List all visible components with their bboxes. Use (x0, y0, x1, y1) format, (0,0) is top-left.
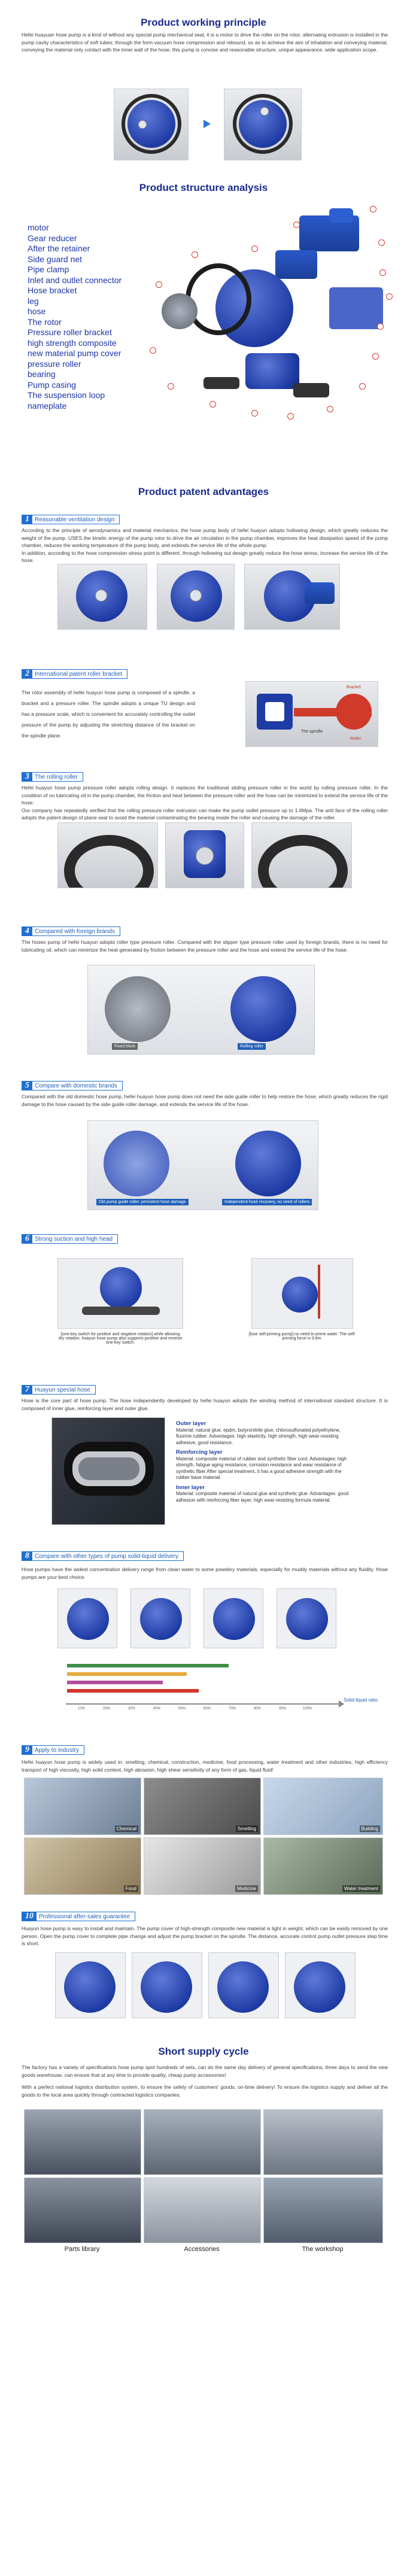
section-label: Compare with domestic brands (35, 1082, 117, 1089)
s3-text: Hefei huayun hose pump pressure roller adopts rolling design. It replaces the traditional sliding pressure roller in the world by rolling pressure roller. In the condition of no lubricating oil in the pump chamber, the friction and heat between the pressure roller and the hose can be minimized to extend the service life of the hose. Our company has repeatedly verified that the rolling pressure roller extrusion can make the pump outlet pressure up to 1.6Mpa. The anti face of the rolling roller adopts the patent design of plane seal to avoid the material contaminating the bearing inside the roller and causing the damage of the roller. (22, 785, 388, 821)
inner-layer-title: Inner layer (176, 1484, 205, 1491)
tick-label: 30% (128, 1707, 136, 1711)
s8-text: Hose pumps have the widest concentration delivery range from clean water to some powdery materials, especially for muddy materials without any fluidity. Hose pumps are your best choice. (22, 1566, 388, 1580)
tick-label: 100% (303, 1707, 312, 1711)
section-number: 2 (22, 670, 32, 678)
tick-label: 80% (254, 1707, 262, 1711)
section-head-9 (22, 1745, 84, 1755)
section-number: 7 (22, 1386, 32, 1394)
s7-text: Hose is the core part of hose pump. The hose independently developed by hefei huayun adopts the winding method of international standard structure. It is composed of inner glue, reinforcing layer and outer glue. (22, 1398, 388, 1411)
caption-workshop: The workshop (302, 2246, 344, 2253)
legend-item: Inlet and outlet connector (28, 275, 122, 285)
industry-tile-food (24, 1837, 141, 1895)
s1-image-left (57, 564, 147, 630)
s10-image-1 (55, 1952, 126, 2018)
caption-independent: Independent hose recovery, no need of rollers (222, 1199, 312, 1205)
legend-item: new material pump cover (28, 348, 122, 358)
reinforcing-layer-text: Material: composite material of rubber and synthetic fiber cord. Advantages: high strength, fatigue aging resistance, corrosion resistance and wear resistance of synthetic fiber After special treatment, it has a good adhesive strength with the rubber base material. (176, 1456, 347, 1480)
legend-item: Hose bracket (28, 285, 77, 295)
ratio-chart (66, 1661, 378, 1727)
legend-item: bearing (28, 369, 56, 379)
legend-item: The suspension loop (28, 390, 105, 400)
label-bracket: Bracket (347, 685, 361, 689)
s2-text: The rotor assembly of hefei huayun hose pump is composed of a spindle, a bracket and a pressure roller. The spindle adopts a unique TU design and has a pressure scale, which is convenient for accurately controlling the outlet pressure of the pump by adjusting the stretching distance of the bracket on the spindle plane. (22, 689, 195, 739)
s1-text: According to the principle of aerodynamics and material mechanics, the hose pump body of hefei huayun adopts hollowing design, which greatly reduces the weight of the pump. USES the kinetic energy of the pump rotor to drive the air circulation in the pump chamber, improves the heat dissipation speed of the pump chamber, reduces the working temperature of the pump body, and extends the service life of the whole pump. In addition, according to the hose compression stress point is different, through hollowing out design greatly reduce the hose stress, increase the service life of the hose. (22, 527, 388, 563)
industry-tile-building (263, 1778, 383, 1835)
section-number: 4 (22, 927, 32, 935)
arrow-right-icon (204, 120, 211, 128)
s8-pump-4 (277, 1588, 336, 1648)
s6-caption-left: [one-key switch for positive and negative rotation] while allowing dry rotation, huayun hose pump also supports positive and reverse one-key switch. (58, 1332, 183, 1345)
industry-tile-chemical (24, 1778, 141, 1835)
s10-image-3 (208, 1952, 279, 2018)
tick-label: 60% (204, 1707, 211, 1711)
industry-tile-smelting (144, 1778, 261, 1835)
tick-label: 20% (103, 1707, 111, 1711)
tile-caption: Food (124, 1885, 138, 1892)
legend-item: high strength composite (28, 338, 117, 348)
legend-item: Pump casing (28, 379, 76, 390)
tile-caption: Chemical (115, 1825, 138, 1832)
legend-item: Pressure roller bracket (28, 327, 112, 337)
s8-pump-2 (130, 1588, 190, 1648)
section-head-1 (22, 515, 120, 524)
section-label: Strong suction and high head (35, 1235, 113, 1243)
inner-layer-text: Material: composite material of natural glue and synthetic glue. Advantages: good adhesion with reinforcing fiber layer, high wear-resisting formula material. (176, 1491, 349, 1503)
supply-image-5 (144, 2177, 261, 2243)
s7-hose-image (51, 1417, 165, 1525)
legend-item: Side guard net (28, 254, 83, 264)
s4-image (87, 965, 315, 1055)
tick-label: 50% (178, 1707, 186, 1711)
tick-label: 90% (279, 1707, 287, 1711)
s2-image (245, 681, 378, 747)
principle-image-right (224, 89, 302, 160)
section-head-4 (22, 926, 120, 936)
ratio-axis (66, 1703, 341, 1705)
section-head-2 (22, 669, 127, 679)
bar-screw-pump (67, 1672, 187, 1676)
section-number: 5 (22, 1082, 32, 1090)
supply-text: The factory has a variety of specifications hose pump spot hundreds of sets, can do the same day delivery of general specifications, three days to send the new goods warehouse, can ensure that at any time to provide quality, cheap pump accessories! With a perfect national logistics distribution system, to ensure the safety of customers' goods, on-time delivery! To ensure the logistics supply and deliver all the goods to the local area quickly through contracted logistics companies. (22, 2064, 388, 2098)
caption-old-pump: Old pump guide roller: persistent hose damage (96, 1199, 189, 1205)
supply-image-2 (144, 2109, 261, 2175)
tile-caption: Medicine (235, 1885, 258, 1892)
section-label: The rolling roller (35, 773, 78, 780)
bar-hose-pump (67, 1664, 229, 1667)
s8-pump-1 (57, 1588, 117, 1648)
reinforcing-layer-title: Reinforcing layer (176, 1449, 223, 1456)
s10-text: Huayun hose pump is easy to install and maintain. The pump cover of high-strength composite new material is light in weight, which can be easily removed by one person. Open the pump cover to complete pipe change and adjust the pump bracket on the spindle. The distance, accurate control pump outlet pressure step time is short. (22, 1925, 388, 1946)
supply-image-3 (263, 2109, 383, 2175)
section-number: 3 (22, 773, 32, 781)
tile-caption: Smelting (236, 1825, 258, 1832)
caption-rolling-roller: Rolling roller (238, 1043, 266, 1050)
s5-text: Compared with the old domestic hose pump, hefei huayun hose pump does not need the side guide roller to help restore the hose, which greatly reduces the rigid damage to the hose caused by the side guide roller damage, and extends the service life of the hose. (22, 1093, 388, 1107)
section-head-6 (22, 1234, 118, 1244)
exploded-view (150, 203, 401, 431)
label-roller: Roller (350, 737, 362, 741)
supply-title: Short supply cycle (158, 2046, 249, 2057)
legend-item: Gear reducer (28, 233, 77, 243)
tile-caption: Water treatment (342, 1885, 380, 1892)
legend-item: motor (28, 223, 49, 232)
s7-layers (176, 1421, 356, 1503)
caption-accessories: Accessories (184, 2246, 220, 2253)
legend-item: After the retainer (28, 244, 90, 253)
bar-centrifugal-pump (67, 1681, 163, 1684)
tile-caption: Building (360, 1825, 380, 1832)
s3-image-right (251, 822, 352, 888)
s10-image-4 (285, 1952, 356, 2018)
section-label: Huayun special hose (35, 1386, 90, 1393)
section-label: International patent roller bracket (35, 670, 123, 678)
legend-item: nameplate (28, 400, 67, 411)
section-number: 9 (22, 1746, 32, 1754)
tick-label: 40% (153, 1707, 161, 1711)
supply-image-4 (24, 2177, 141, 2243)
structure-title: Product structure analysis (139, 182, 268, 193)
industry-tile-water (263, 1837, 383, 1895)
structure-legend (28, 223, 122, 411)
industry-tile-medicine (144, 1837, 261, 1895)
legend-item: pressure roller (28, 359, 81, 369)
legend-item: hose (28, 306, 46, 316)
supply-image-1 (24, 2109, 141, 2175)
bar-diaphragm-pump (67, 1689, 199, 1693)
tick-label: 70% (229, 1707, 236, 1711)
section-head-8 (22, 1551, 184, 1561)
s6-caption-right: [lose self-priming pump] no need to prime water. The self-priming force is 9.8m. (248, 1332, 356, 1341)
principle-text: Hefei huayuan hose pump is a kind of without any special pump mechanical seal, it is a motor to drive the roller on the rotor, alternating extrusion is installed in the pump cavity characteristics of soft tubes; through the form vacuum hose compression and rebound, so as to achieve the aim of inhalation and conveying material, conveying the material only contact with the inner wall of the hose, this pump is concise and reasonable structure, unique appearance, wide application scope. (22, 32, 388, 53)
s4-text: The hoses pump of hefei huayun adopts roller type pressure roller. Compared with the slipper type pressure roller used by foreign brands, there is no need for lubricating oil, which can minimize the heat generated by friction between the pressure roller and the hose and extend the service life of the hose. (22, 939, 388, 953)
section-number: 8 (22, 1552, 32, 1560)
patent-title: Product patent advantages (138, 486, 269, 497)
principle-title: Product working principle (141, 17, 266, 28)
section-label: Apply to industry (35, 1746, 79, 1754)
s9-text: Hefei huayun hose pump is widely used in: smelting, chemical, construction, medicine, food processing, water treatment and other industries, high efficiency transport of high viscosity, high solid content, high abrasion, high shear sensitivity of any form of gas, liquid fluid! (22, 1759, 388, 1773)
label-spindle: The spindle (301, 730, 323, 734)
outer-layer-title: Outer layer (176, 1420, 206, 1427)
s6-image-left (57, 1258, 183, 1329)
legend-item: The rotor (28, 317, 62, 327)
section-head-5 (22, 1081, 123, 1090)
axis-label: Solid-liquid ratio (344, 1697, 378, 1703)
s8-pump-3 (204, 1588, 263, 1648)
caption-fixed-block: Fixed block (112, 1043, 138, 1050)
s5-image (87, 1120, 318, 1210)
section-label: Reasonable ventilation design (35, 516, 115, 523)
section-number: 10 (22, 1912, 37, 1921)
section-label: Professional after-sales guarantee (39, 1913, 130, 1920)
s10-image-2 (132, 1952, 202, 2018)
caption-parts-library: Parts library (64, 2246, 100, 2253)
legend-item: leg (28, 296, 39, 306)
principle-image-left (114, 89, 189, 160)
section-head-10 (22, 1912, 135, 1921)
s6-image-right (251, 1258, 353, 1329)
tick-label: 10% (78, 1707, 86, 1711)
legend-item: Pipe clamp (28, 265, 69, 274)
outer-layer-text: Material: natural glue, epdm, butyronitrile glue, chlorosulfonated polyethylene, fluorine rubber. Advantages: high elasticity, high strength, high wear-resisting adhesive, good resistance. (176, 1427, 341, 1445)
section-number: 1 (22, 515, 32, 524)
s1-image-right (244, 564, 340, 630)
supply-image-6 (263, 2177, 383, 2243)
s3-image-left (57, 822, 158, 888)
section-label: Compare with other types of pump solid-liquid delivery (35, 1553, 179, 1560)
section-label: Compared with foreign brands (35, 928, 115, 935)
s1-image-mid (157, 564, 235, 630)
section-head-3 (22, 772, 83, 782)
section-head-7 (22, 1385, 96, 1395)
s3-image-mid (165, 822, 244, 888)
section-number: 6 (22, 1235, 32, 1243)
